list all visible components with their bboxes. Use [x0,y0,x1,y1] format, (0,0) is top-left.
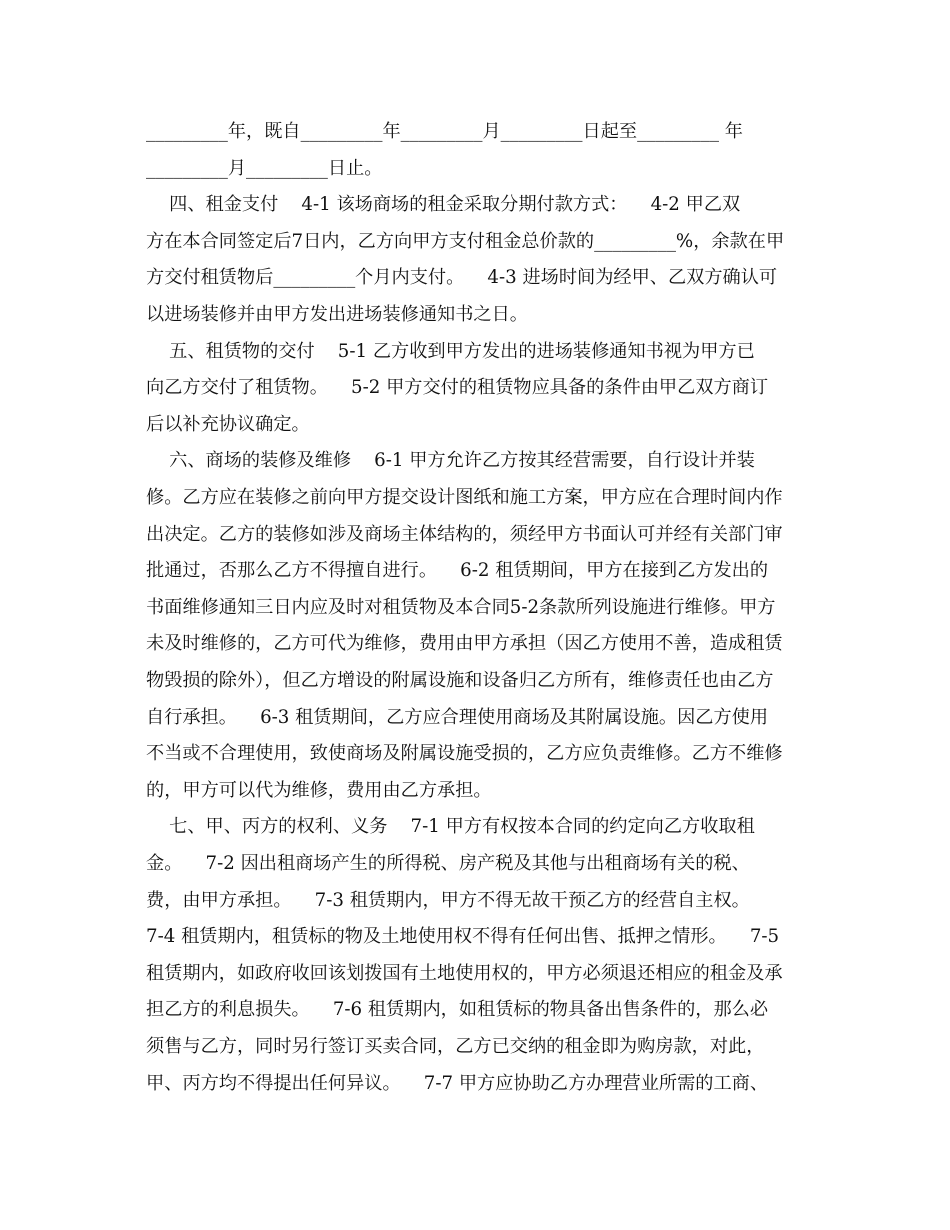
text-line: 自行承担。 6-3 租赁期间，乙方应合理使用商场及其附属设施。因乙方使用 [146,707,769,728]
text-line: 费，由甲方承担。 7-3 租赁期内，甲方不得无故干预乙方的经营自主权。 [146,890,750,911]
text-line: 甲、丙方均不得提出任何异议。 7-7 甲方应协助乙方办理营业所需的工商、 [146,1073,769,1094]
text-line: 后以补充协议确定。 [146,414,310,435]
text-line: 修。乙方应在装修之前向甲方提交设计图纸和施工方案，甲方应在合理时间内作 [146,487,783,508]
text-line: 出决定。乙方的装修如涉及商场主体结构的，须经甲方书面认可并经有关部门审 [146,524,783,545]
text-line: 的，甲方可以代为维修，费用由乙方承担。 [146,780,492,801]
text-line: 须售与乙方，同时另行签订买卖合同，乙方已交纳的租金即为购房款，对此， [146,1036,765,1057]
text-line: _________月_________日止。 [146,158,383,179]
text-line: 7-4 租赁期内，租赁标的物及土地使用权不得有任何出售、抵押之情形。 7-5 [146,926,780,947]
text-line: 七、甲、丙方的权利、义务 7-1 甲方有权按本合同的约定向乙方收取租 [146,816,755,837]
text-line: 以进场装修并由甲方发出进场装修通知书之日。 [146,304,528,325]
text-line: 担乙方的利息损失。 7-6 租赁期内，如租赁标的物具备出售条件的，那么必 [146,999,769,1020]
text-line: _________年，既自_________年_________月_________日起至_________ 年 [146,121,743,142]
text-line: 方在本合同签定后7日内，乙方向甲方支付租金总价款的_________%，余款在甲 [146,231,785,252]
text-line: 方交付租赁物后_________个月内支付。 4-3 进场时间为经甲、乙双方确认可 [146,267,778,288]
text-line: 五、租赁物的交付 5-1 乙方收到甲方发出的进场装修通知书视为甲方已 [146,341,755,362]
text-line: 金。 7-2 因出租商场产生的所得税、房产税及其他与出租商场有关的税、 [146,853,750,874]
text-line: 批通过，否那么乙方不得擅自进行。 6-2 租赁期间，甲方在接到乙方发出的 [146,560,769,581]
text-line: 书面维修通知三日内应及时对租赁物及本合同5-2条款所列设施进行维修。甲方 [146,597,776,618]
text-line: 六、商场的装修及维修 6-1 甲方允许乙方按其经营需要，自行设计并装 [146,450,755,471]
text-line: 租赁期内，如政府收回该划拨国有土地使用权的，甲方必须退还相应的租金及承 [146,963,783,984]
text-line: 四、租金支付 4-1 该场商场的租金采取分期付款方式： 4-2 甲乙双 [146,194,741,215]
text-line: 未及时维修的，乙方可代为维修，费用由甲方承担（因乙方使用不善，造成租赁 [146,633,783,654]
text-line: 不当或不合理使用，致使商场及附属设施受损的，乙方应负责维修。乙方不维修 [146,743,783,764]
text-line: 向乙方交付了租赁物。 5-2 甲方交付的租赁物应具备的条件由甲乙双方商订 [146,377,769,398]
text-line: 物毁损的除外），但乙方增设的附属设施和设备归乙方所有，维修责任也由乙方 [146,670,774,691]
